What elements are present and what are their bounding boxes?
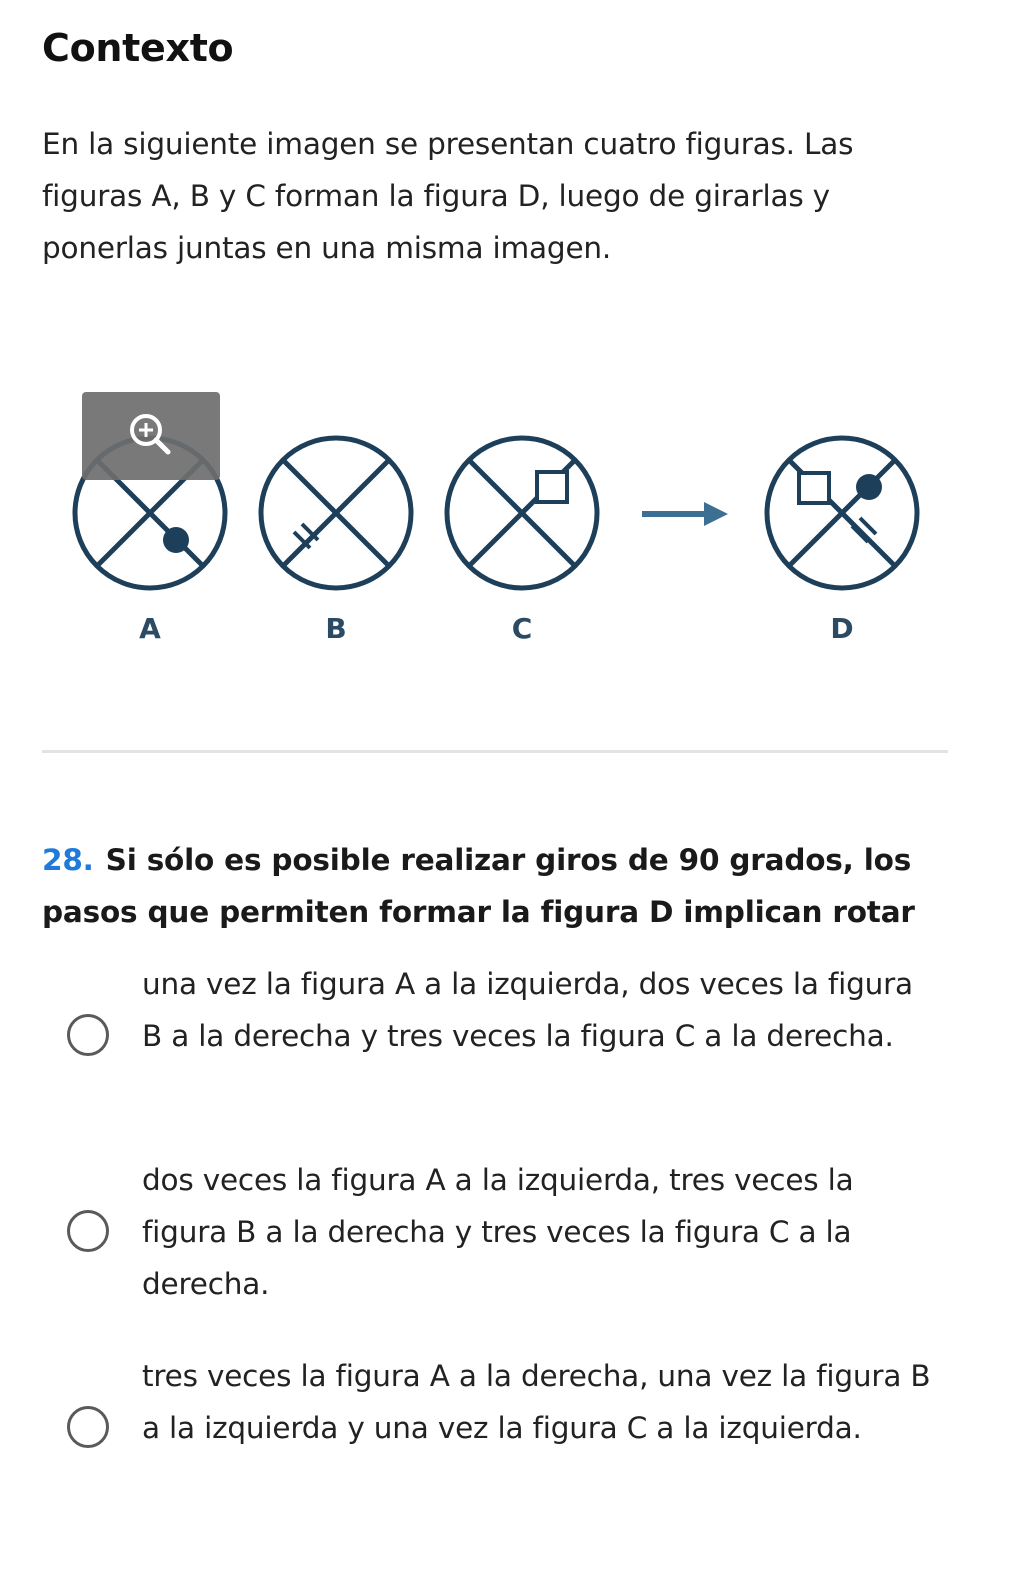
section-title: Contexto — [42, 26, 234, 70]
divider — [42, 750, 948, 753]
figure-label-c: C — [511, 612, 533, 645]
figure-a-dot — [163, 527, 189, 553]
question-stem: Si sólo es posible realizar giros de 90 grados, los pasos que permiten formar la figura D implican rotar — [42, 843, 915, 929]
figure-label-d: D — [830, 612, 854, 645]
answer-option-text: una vez la figura A a la izquierda, dos veces la figura B a la derecha y tres veces la figura C a la derecha. — [142, 967, 913, 1053]
answer-option-1[interactable] — [62, 958, 942, 1118]
context-paragraph: En la siguiente imagen se presentan cuatro figuras. Las figuras A, B y C forman la figura D, luego de girarlas y ponerlas juntas en una misma imagen. — [42, 127, 854, 265]
answer-option-3[interactable] — [62, 1350, 942, 1510]
question-number: 28. — [42, 843, 94, 877]
figure-label-a: A — [139, 612, 161, 645]
zoom-button[interactable] — [82, 392, 220, 480]
figure-d-dot — [856, 474, 882, 500]
answer-option-text: tres veces la figura A a la derecha, una vez la figura B a la izquierda y una vez la figura C a la izquierda. — [142, 1359, 931, 1445]
radio-button[interactable] — [67, 1014, 109, 1056]
answer-option-2[interactable] — [62, 1154, 942, 1314]
figure-c — [447, 438, 597, 588]
question-text — [42, 834, 942, 938]
answer-option-text: dos veces la figura A a la izquierda, tres veces la figura B a la derecha y tres veces la figura C a la derecha. — [142, 1163, 854, 1301]
zoom-in-icon — [128, 412, 174, 458]
rotation-figure — [0, 380, 1029, 670]
figure-b — [261, 438, 411, 588]
figure-label-b: B — [325, 612, 347, 645]
figure-d — [767, 438, 917, 588]
radio-button[interactable] — [67, 1210, 109, 1252]
radio-button[interactable] — [67, 1406, 109, 1448]
